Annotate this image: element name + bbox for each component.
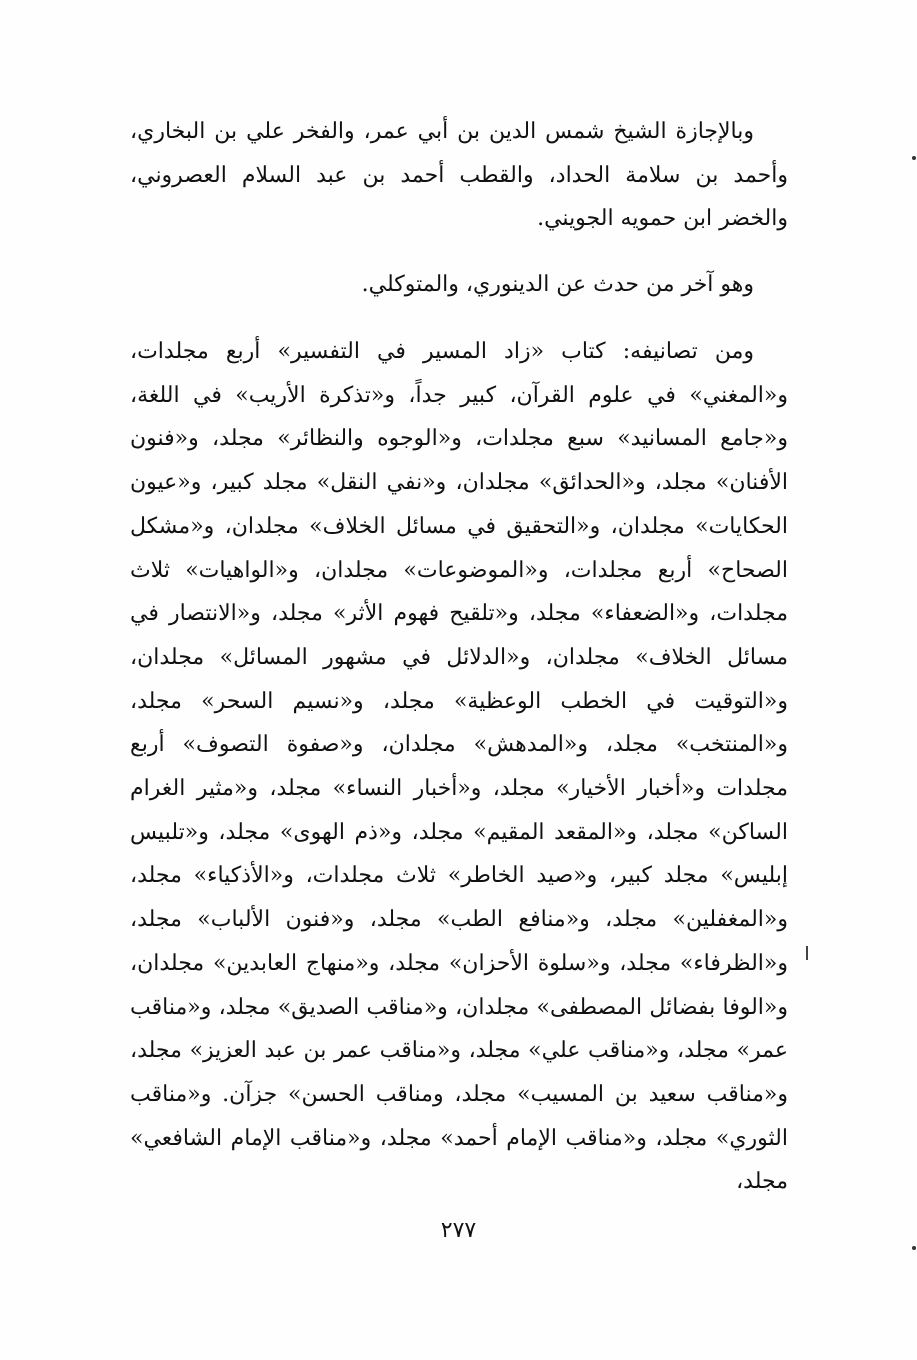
page-number: ٢٧٧ — [440, 1218, 477, 1243]
paragraph-ijaza: وبالإجازة الشيخ شمس الدين بن أبي عمر، والفخر علي بن البخاري، وأحمد بن سلامة الحداد، والقطب أحمد بن عبد السلام العصروني، والخضر ابن حمويه الجويني. — [130, 119, 788, 232]
scan-mark — [912, 156, 916, 160]
paragraph-works: ومن تصانيفه: كتاب «زاد المسير في التفسير» أربع مجلدات، و«المغني» في علوم القرآن، كبير جداً، و«تذكرة الأريب» في اللغة، و«جامع المسانيد» سبع مجلدات، و«الوجوه والنظائر» مجلد، و«فنون الأفنان» مجلد، و«الحدائق» مجلدان، و«نفي النقل» مجلد كبير، و«عيون الحكايات» مجلدان، و«التحقيق في مسائل الخلاف» مجلدان، و«مشكل الصحاح» أربع مجلدات، و«الموضوعات» مجلدان، و«الواهيات» ثلاث مجلدات، و«الضعفاء» مجلد، و«تلقيح فهوم الأثر» مجلد، و«الانتصار في مسائل الخلاف» مجلدان، و«الدلائل في مشهور المسائل» مجلدان، و«التوقيت في الخطب الوعظية» مجلد، و«نسيم السحر» مجلد، و«المنتخب» مجلد، و«المدهش» مجلدان، و«صفوة التصوف» أربع مجلدات و«أخبار الأخيار» مجلد، و«أخبار النساء» مجلد، و«مثير الغرام الساكن» مجلد، و«المقعد المقيم» مجلد، و«ذم الهوى» مجلد، و«تلبيس إبليس» مجلد كبير، و«صيد الخاطر» ثلاث مجلدات، و«الأذكياء» مجلد، و«المغفلين» مجلد، و«منافع الطب» مجلد، و«فنون الألباب» مجلد، و«الظرفاء» مجلد، و«سلوة الأحزان» مجلد، و«منهاج العابدين» مجلدان، و«الوفا بفضائل المصطفى» مجلدان، و«مناقب الصديق» مجلد، و«مناقب عمر» مجلد، و«مناقب علي» مجلد، و«مناقب عمر بن عبد العزيز» مجلد، و«مناقب سعيد بن المسيب» مجلد، ومناقب الحسن» جزآن. و«مناقب الثوري» مجلد، و«مناقب الإمام أحمد» مجلد، و«مناقب الإمام الشافعي» مجلد، — [130, 339, 788, 1195]
paragraph-last-narrator: وهو آخر من حدث عن الدينوري، والمتوكلي. — [361, 272, 754, 297]
scan-mark — [806, 946, 808, 960]
scan-mark — [912, 1246, 916, 1250]
